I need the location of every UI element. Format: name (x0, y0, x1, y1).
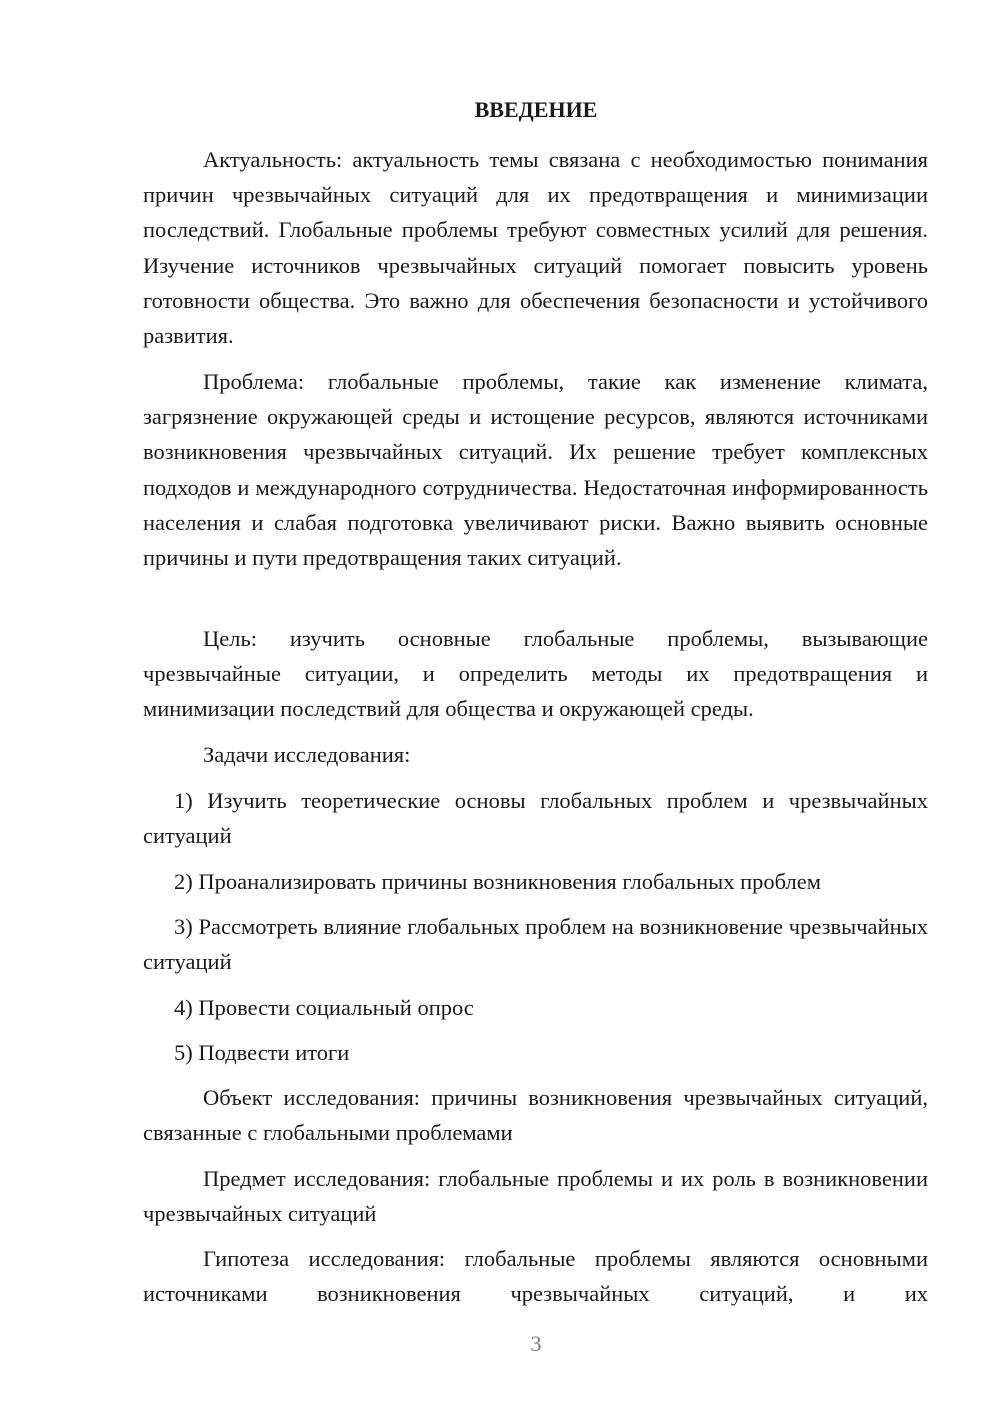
task-list-item: 4) Провести социальный опрос (174, 995, 474, 1020)
page-title: ВВЕДЕНИЕ (474, 97, 598, 122)
task-list-item-5-block (143, 1035, 928, 1070)
tasks-heading: Задачи исследования: (203, 742, 411, 767)
tasks-heading-block (143, 737, 928, 772)
goal-paragraph-block (143, 621, 928, 727)
subject-paragraph-block (143, 1161, 928, 1231)
task-list-item-4-block (143, 990, 928, 1025)
task-list-item-3-block (143, 909, 928, 979)
problem-paragraph: Проблема: глобальные проблемы, такие как изменение климата, загрязнение окружающей среды и истощение ресурсов, являются источниками возникновения чрезвычайных ситуаций. Их решение требует комплексных подходов и международного сотрудничества. Недостаточная информированность населения и слабая подготовка увеличивают риски. Важно выявить основные причины и пути предотвращения таких ситуаций. (143, 369, 928, 571)
task-list-item-1-block (143, 783, 928, 853)
object-paragraph-block (143, 1080, 928, 1150)
relevance-paragraph-block (143, 142, 928, 353)
task-list-item: 3) Рассмотреть влияние глобальных проблем на возникновение чрезвычайных ситуаций (143, 914, 928, 975)
subject-paragraph: Предмет исследования: глобальные проблемы и их роль в возникновении чрезвычайных ситуаций (143, 1166, 928, 1227)
task-list-item-2-block (143, 864, 928, 899)
task-list-item: 2) Проанализировать причины возникновения глобальных проблем (174, 869, 821, 894)
page-number: 3 (530, 1331, 542, 1356)
task-list-item: 5) Подвести итоги (174, 1040, 350, 1065)
object-paragraph: Объект исследования: причины возникновения чрезвычайных ситуаций, связанные с глобальными проблемами (143, 1085, 928, 1146)
goal-paragraph: Цель: изучить основные глобальные проблемы, вызывающие чрезвычайные ситуации, и определить методы их предотвращения и минимизации последствий для общества и окружающей среды. (143, 626, 928, 722)
problem-paragraph-block (143, 364, 928, 575)
hypothesis-paragraph-block (143, 1241, 928, 1311)
relevance-paragraph: Актуальность: актуальность темы связана с необходимостью понимания причин чрезвычайных ситуаций для их предотвращения и минимизации последствий. Глобальные проблемы требуют совместных усилий для решения. Изучение источников чрезвычайных ситуаций помогает повысить уровень готовности общества. Это важно для обеспечения безопасности и устойчивого развития. (143, 147, 928, 349)
hypothesis-paragraph: Гипотеза исследования: глобальные проблемы являются основными источниками возникновения чрезвычайных ситуаций, и их (143, 1246, 928, 1307)
task-list-item: 1) Изучить теоретические основы глобальных проблем и чрезвычайных ситуаций (143, 788, 928, 849)
